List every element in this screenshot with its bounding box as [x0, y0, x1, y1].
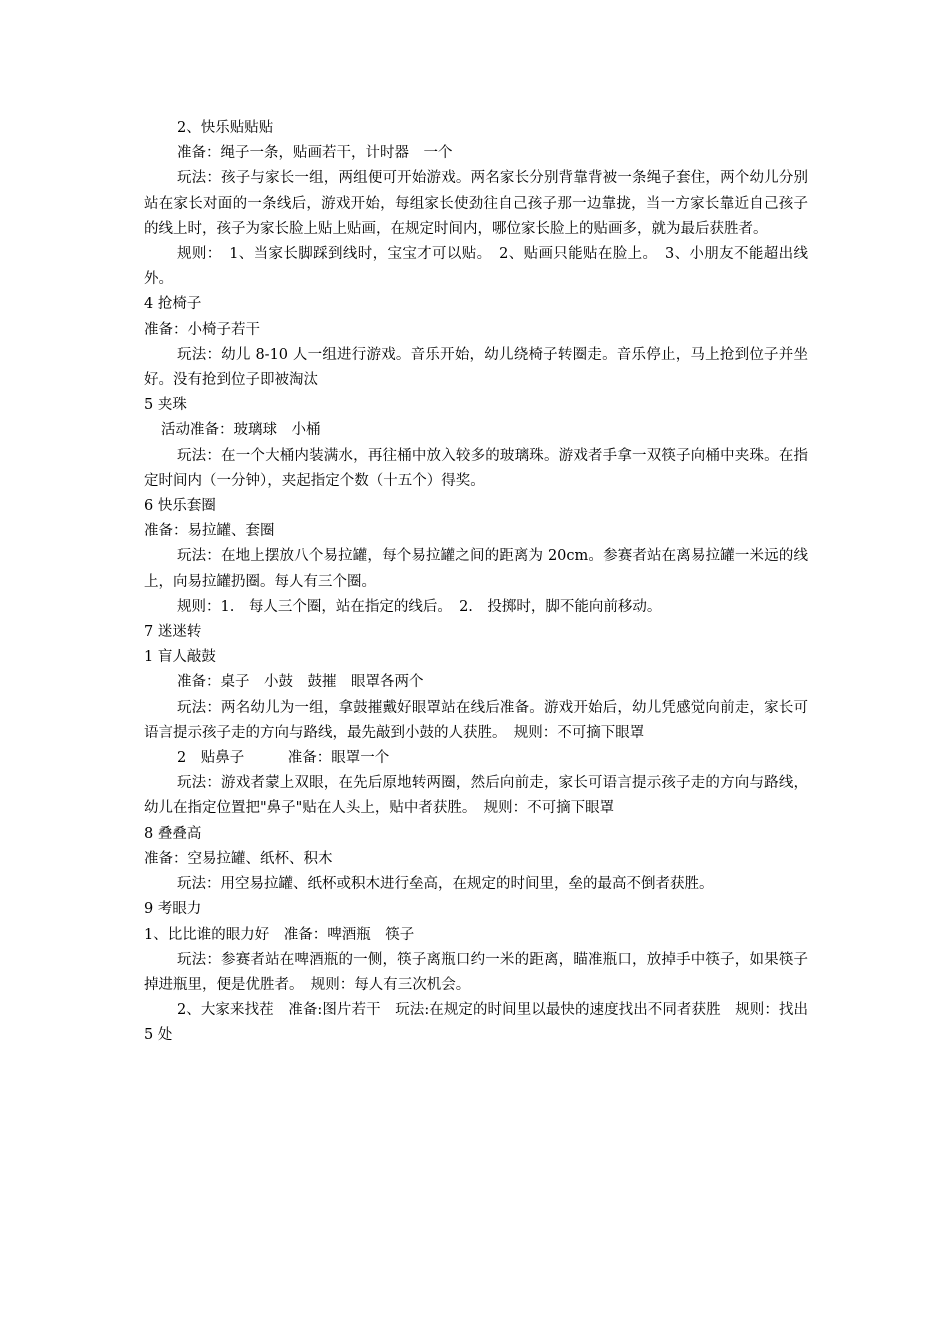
section-heading: 5 夹珠: [144, 397, 187, 414]
gameplay-paragraph: 玩法：游戏者蒙上双眼，在先后原地转两圈，然后向前走，家长可语言提示孩子走的方向与路线，幼儿在指定位置把"鼻子"贴在人头上，贴中者获胜。 规则：不可摘下眼罩: [144, 775, 808, 817]
section-heading: 4 抢椅子: [144, 296, 202, 313]
subsection-heading: 2 贴鼻子 准备：眼罩一个: [177, 750, 390, 767]
gameplay-paragraph: 玩法：孩子与家长一组，两组便可开始游戏。两名家长分别背靠背被一条绳子套住，两个幼儿分别站在家长对面的一条线后，游戏开始，每组家长使劲往自己孩子那一边靠拢，当一方家长靠近自己孩子的线上时，孩子为家长脸上贴上贴画，在规定时间内，哪位家长脸上的贴画多，就为最后获胜者。: [144, 170, 808, 237]
gameplay-paragraph: 玩法：参赛者站在啤酒瓶的一侧，筷子离瓶口约一米的距离，瞄准瓶口，放掉手中筷子，如果筷子掉进瓶里，便是优胜者。 规则：每人有三次机会。: [144, 951, 808, 993]
section-heading: 6 快乐套圈: [144, 498, 216, 515]
preparation-line: 准备：桌子 小鼓 鼓摧 眼罩各两个: [177, 674, 424, 691]
gameplay-paragraph: 玩法：两名幼儿为一组，拿鼓摧戴好眼罩站在线后准备。游戏开始后，幼儿凭感觉向前走，家长可语言提示孩子走的方向与路线，最先敲到小鼓的人获胜。 规则：不可摘下眼罩: [144, 699, 808, 741]
preparation-line: 活动准备：玻璃球 小桶: [161, 422, 321, 439]
section-heading: 8 叠叠高: [144, 825, 202, 842]
subsection-heading: 1 盲人敲鼓: [144, 649, 216, 666]
preparation-line: 准备：绳子一条，贴画若干，计时器 一个: [177, 145, 453, 162]
subsection-heading: 1、比比谁的眼力好 准备：啤酒瓶 筷子: [144, 926, 415, 943]
gameplay-line: 玩法：用空易拉罐、纸杯或积木进行垒高，在规定的时间里，垒的最高不倒者获胜。: [177, 876, 714, 893]
preparation-line: 准备：小椅子若干: [144, 321, 260, 338]
subsection-paragraph: 2、大家来找茬 准备:图片若干 玩法:在规定的时间里以最快的速度找出不同者获胜 规则：找出 5 处: [144, 1002, 808, 1044]
preparation-line: 准备：易拉罐、套圈: [144, 523, 275, 540]
rules-line: 规则：1. 每人三个圈，站在指定的线后。 2. 投掷时，脚不能向前移动。: [177, 598, 662, 615]
section-heading: 2、快乐贴贴贴: [177, 120, 274, 136]
section-heading: 7 迷迷转: [144, 624, 202, 641]
gameplay-paragraph: 玩法：在地上摆放八个易拉罐，每个易拉罐之间的距离为 20cm。参赛者站在离易拉罐一米远的线上，向易拉罐扔圈。每人有三个圈。: [144, 548, 808, 590]
preparation-line: 准备：空易拉罐、纸杯、积木: [144, 850, 333, 867]
gameplay-paragraph: 玩法：幼儿 8-10 人一组进行游戏。音乐开始，幼儿绕椅子转圈走。音乐停止，马上抢到位子并坐好。没有抢到位子即被淘汰: [144, 346, 808, 389]
gameplay-paragraph: 玩法：在一个大桶内装满水，再往桶中放入较多的玻璃珠。游戏者手拿一双筷子向桶中夹珠。在指定时间内（一分钟），夹起指定个数（十五个）得奖。: [144, 447, 808, 489]
document-body: [144, 116, 808, 1049]
section-heading: 9 考眼力: [144, 901, 202, 918]
rules-paragraph: 规则： 1、当家长脚踩到线时，宝宝才可以贴。 2、贴画只能贴在脸上。 3、小朋友不能超出线外。: [144, 246, 808, 288]
